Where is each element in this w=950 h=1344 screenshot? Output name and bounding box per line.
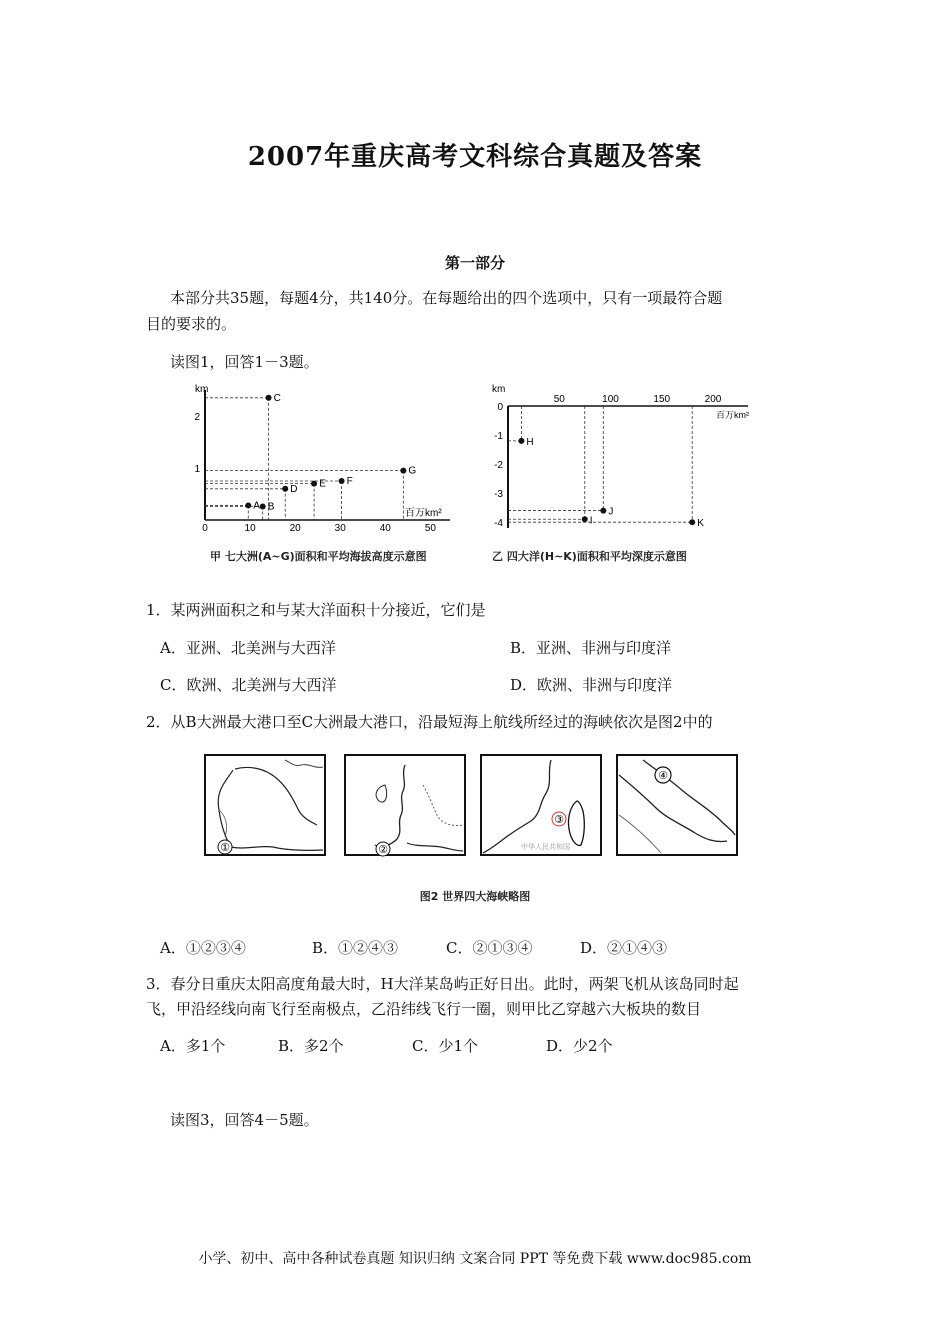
x-tick-label: 10 (244, 523, 256, 534)
point-label-J: J (608, 506, 614, 518)
strait-map-2 (345, 755, 465, 856)
strait-map-3 (481, 755, 601, 855)
x-tick-label: 20 (289, 523, 301, 534)
q1-option-b: B．亚洲、非洲与印度洋 (510, 639, 672, 657)
data-point-A (245, 502, 251, 508)
point-label-D: D (290, 483, 298, 495)
data-point-B (260, 503, 266, 509)
strait-label-2: ② (378, 844, 388, 856)
q3-option-b: B．多2个 (278, 1037, 344, 1055)
x-tick-label: 200 (704, 394, 722, 405)
chart-caption-a: 甲 七大洲(A~G)面积和平均海拔高度示意图 (210, 550, 427, 563)
x-tick-label: 40 (379, 523, 391, 534)
data-point-K (689, 519, 695, 525)
figure-2-strait-maps (200, 750, 750, 915)
point-label-H: H (526, 436, 534, 448)
data-point-G (400, 468, 406, 474)
q3-stem-line-1: 3．春分日重庆太阳高度角最大时，H大洋某岛屿正好日出。此时，两架飞机从该岛同时起 (146, 975, 739, 993)
point-label-C: C (273, 392, 281, 404)
y-tick-label: -1 (494, 431, 503, 443)
y-tick-label: 2 (194, 412, 200, 423)
data-point-C (266, 395, 272, 401)
strait-label-4: ④ (658, 770, 668, 782)
point-label-I: I (589, 515, 593, 527)
data-point-I (582, 516, 588, 522)
intro-line-2: 目的要求的。 (146, 315, 237, 333)
q2-option-b: B．①②④③ (312, 939, 399, 957)
point-label-B: B (267, 501, 275, 513)
data-point-H (518, 438, 524, 444)
point-label-E: E (319, 478, 326, 490)
page-footer: 小学、初中、高中各种试卷真题 知识归纳 文案合同 PPT 等免费下载 www.doc985.com (198, 1251, 752, 1267)
x-tick-label: 30 (334, 523, 346, 534)
q1-option-a: A．亚洲、北美洲与大西洋 (160, 639, 336, 657)
y-tick-label: -4 (494, 518, 503, 530)
x-tick-label: 50 (553, 394, 565, 405)
q2-option-a: A．①②③④ (160, 939, 246, 957)
chart-caption-b: 乙 四大洋(H~K)面积和平均深度示意图 (492, 550, 687, 563)
q1-option-c: C．欧洲、北美洲与大西洋 (160, 676, 337, 694)
strait-label-3: ③ (554, 814, 564, 826)
data-point-J (600, 508, 606, 514)
q1-option-d: D．欧洲、非洲与印度洋 (510, 676, 673, 694)
x-tick-label: 50 (424, 523, 436, 534)
q3-stem-line-2: 飞，甲沿经线向南飞行至南极点，乙沿纬线飞行一圈，则甲比乙穿越六大板块的数目 (146, 1000, 702, 1018)
q2-stem: 2．从B大洲最大港口至C大洲最大港口，沿最短海上航线所经过的海峡依次是图2中的 (146, 713, 713, 731)
x-tick-label: 100 (602, 394, 619, 405)
y-tick-label: -3 (494, 489, 503, 501)
intro-line-1: 本部分共35题，每题4分，共140分。在每题给出的四个选项中，只有一项最符合题 (170, 289, 723, 307)
figure-2-caption: 图2 世界四大海峡略图 (419, 890, 531, 903)
section-title: 第一部分 (444, 254, 505, 272)
data-point-F (339, 478, 345, 484)
point-label-F: F (346, 476, 353, 487)
figure-1 (190, 380, 760, 570)
strait-map-4 (617, 755, 737, 855)
y-axis-label: km (195, 384, 209, 395)
strait-label-1: ① (220, 842, 230, 854)
page-title: 2007年重庆高考文科综合真题及答案 (247, 142, 703, 172)
y-tick-label: 1 (194, 464, 200, 475)
data-point-D (282, 486, 288, 492)
y-axis-label: km (492, 384, 506, 395)
y-tick-label: 0 (497, 402, 503, 413)
read-figure-1: 读图1，回答1－3题。 (170, 353, 319, 371)
q3-option-d: D．少2个 (546, 1037, 613, 1055)
point-label-K: K (697, 518, 704, 530)
x-axis-label: 百万km² (405, 508, 442, 519)
y-tick-label: -2 (494, 460, 503, 472)
read-figure-3: 读图3，回答4－5题。 (170, 1111, 319, 1129)
chart-continents (194, 384, 450, 534)
q2-option-c: C．②①③④ (446, 939, 533, 957)
q2-option-d: D．②①④③ (580, 939, 668, 957)
strait-map-1 (205, 755, 325, 855)
map-watermark: 中华人民共和国 (521, 844, 570, 851)
x-tick-label: 0 (202, 523, 208, 534)
point-label-A: A (253, 500, 260, 512)
q3-option-c: C．少1个 (412, 1037, 479, 1055)
point-label-G: G (408, 465, 417, 477)
data-point-E (311, 481, 317, 487)
chart-oceans (492, 384, 749, 529)
x-axis-label: 百万km² (716, 410, 749, 420)
q3-option-a: A．多1个 (160, 1037, 226, 1055)
q1-stem: 1．某两洲面积之和与某大洋面积十分接近，它们是 (146, 601, 486, 619)
x-tick-label: 150 (653, 394, 671, 405)
